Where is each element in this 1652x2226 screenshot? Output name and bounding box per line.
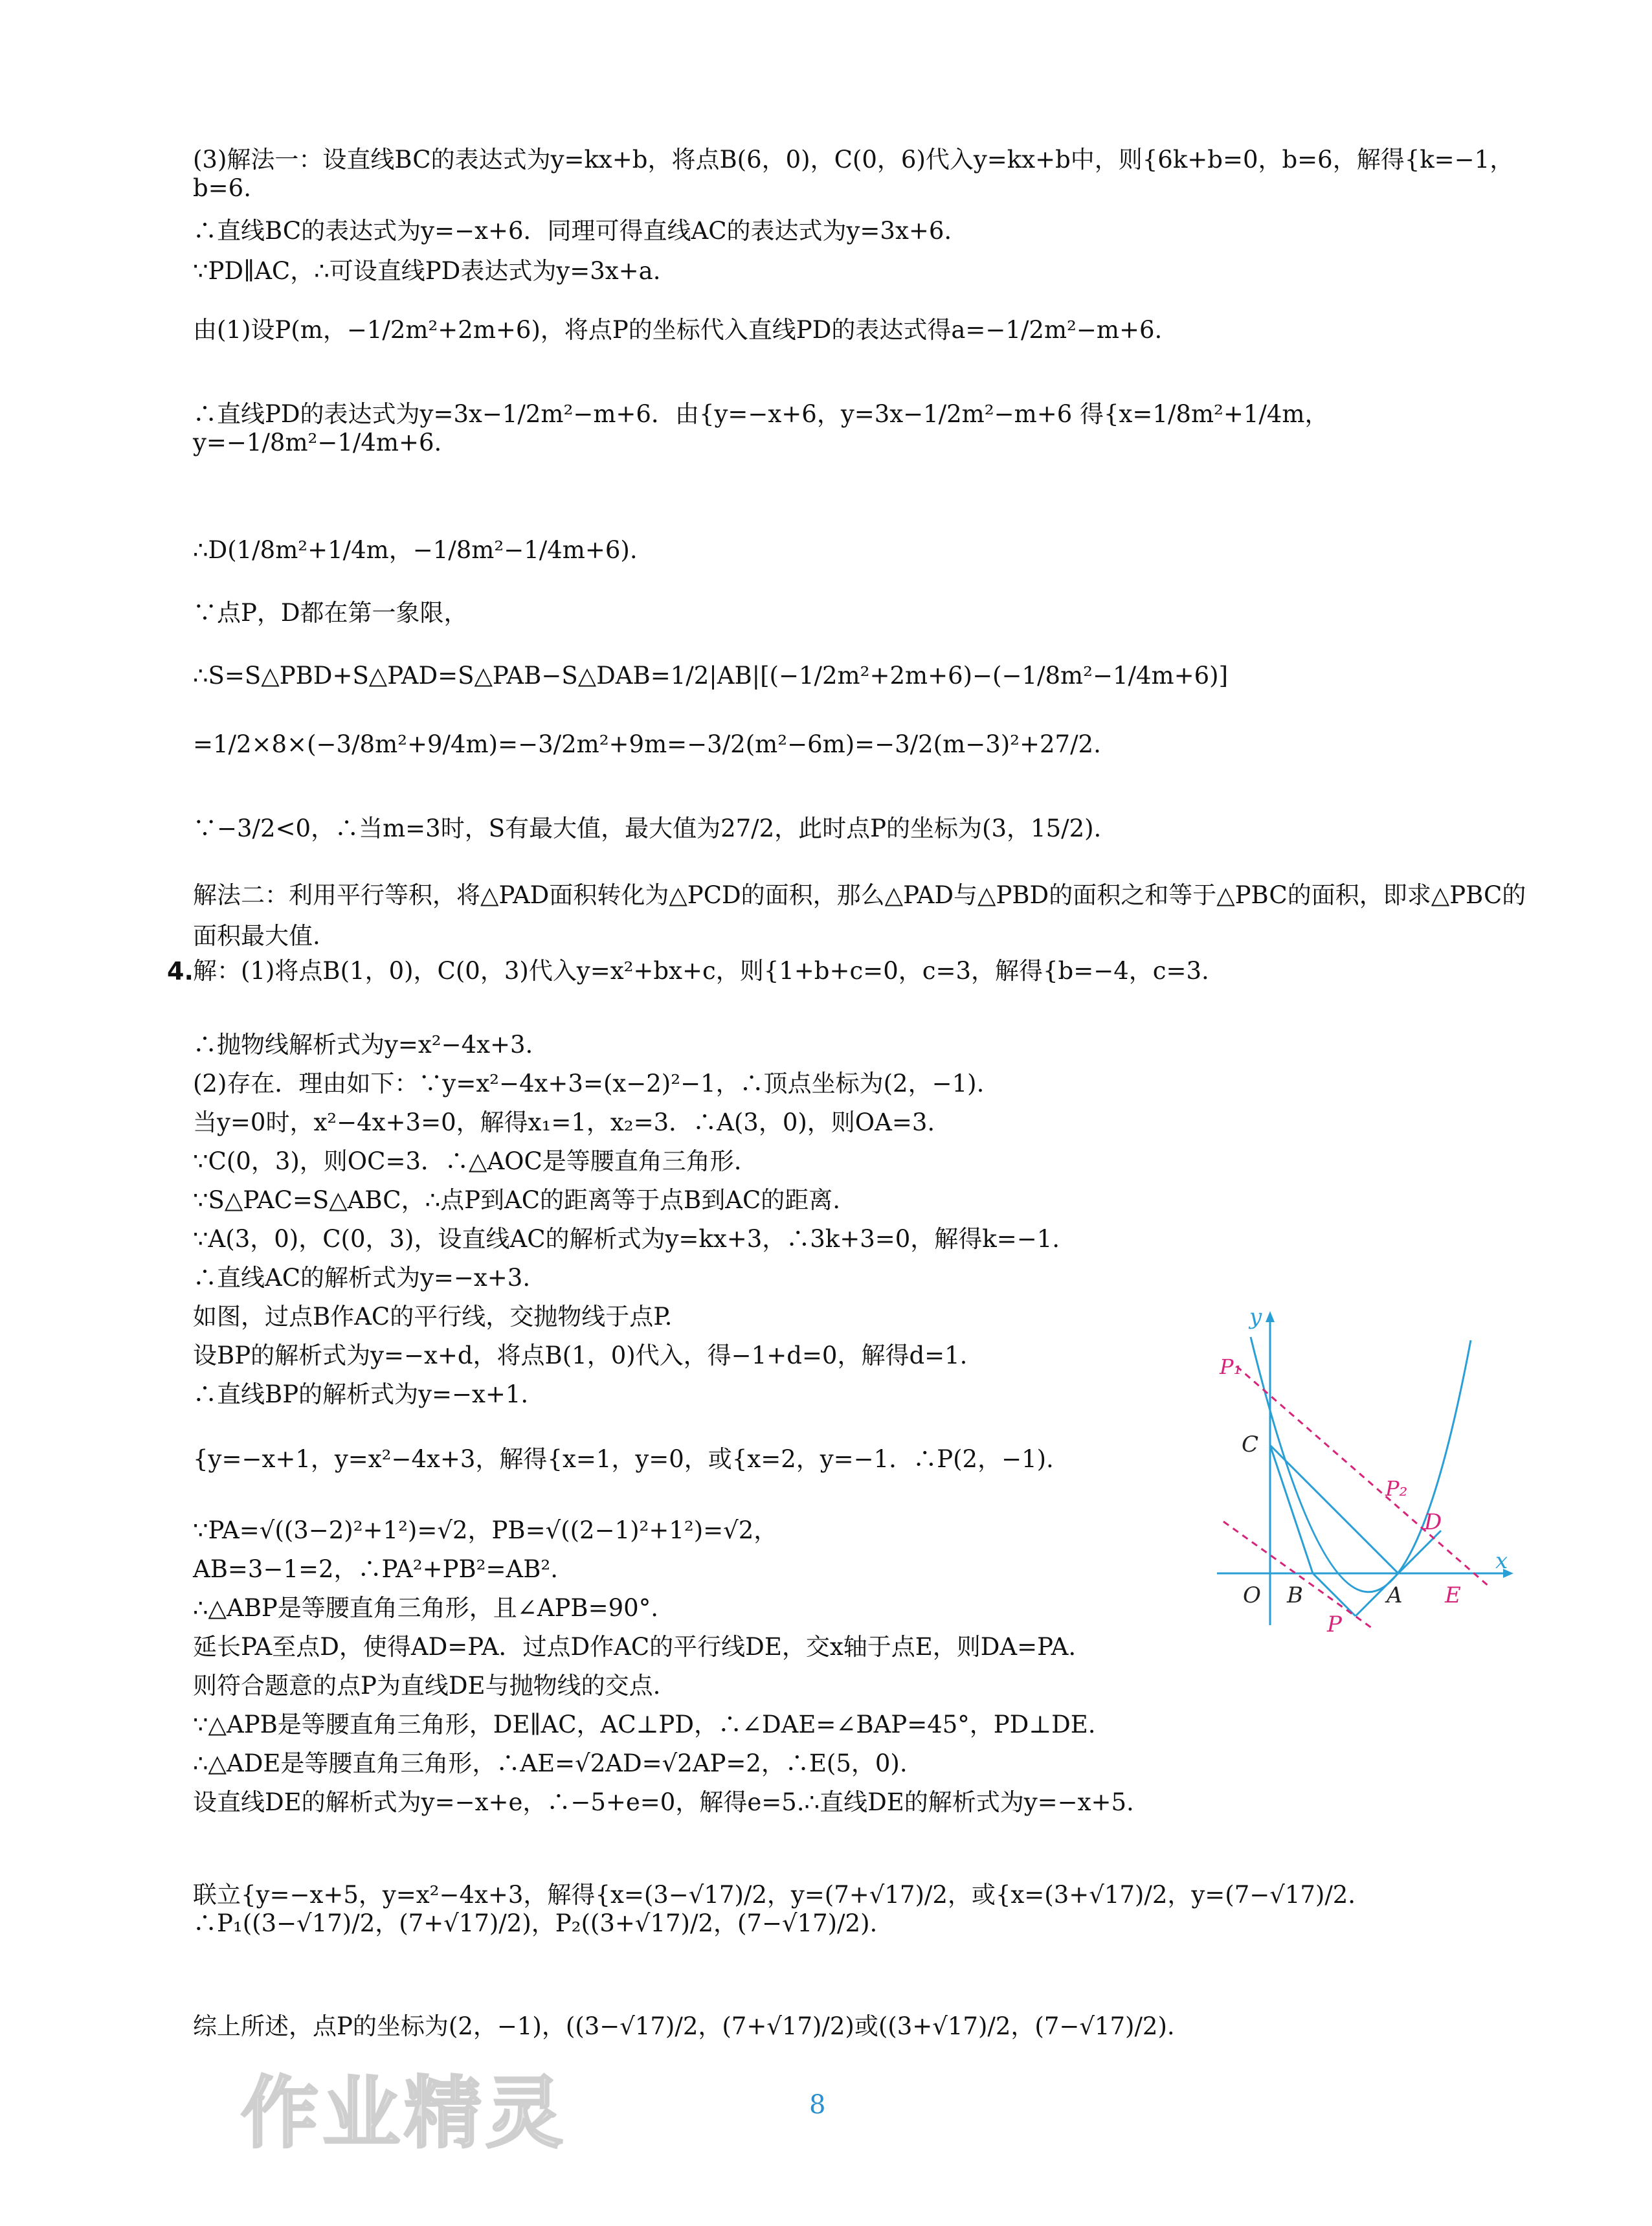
label-e: E [1445, 1582, 1461, 1608]
p3-line-4: 由(1)设P(m，−1/2m²+2m+6)，将点P的坐标代入直线PD的表达式得a=−1/2m²−m+6. [193, 316, 1163, 344]
label-c: C [1242, 1432, 1259, 1457]
q4-line-5: ∵C(0，3)，则OC=3．∴△AOC是等腰直角三角形. [193, 1147, 742, 1175]
dashed-bp-line [1223, 1522, 1372, 1628]
label-y: y [1249, 1304, 1262, 1330]
line-ac [1270, 1445, 1398, 1573]
parabola-curve [1251, 1337, 1471, 1592]
label-a: A [1387, 1582, 1403, 1608]
label-p1: P₁ [1220, 1355, 1242, 1379]
q4-line-20: 设直线DE的解析式为y=−x+e，∴−5+e=0，解得e=5.∴直线DE的解析式为y=−x+5. [193, 1788, 1134, 1816]
p3-line-10: ∵−3/2<0，∴当m=3时，S有最大值，最大值为27/2，此时点P的坐标为(3，15/2). [193, 815, 1102, 842]
q4-line-16: 延长PA至点D，使得AD=PA．过点D作AC的平行线DE，交x轴于点E，则DA=PA. [193, 1633, 1077, 1661]
q4-line-6: ∵S△PAC=S△ABC，∴点P到AC的距离等于点B到AC的距离. [193, 1186, 841, 1214]
q4-line-8: ∴直线AC的解析式为y=−x+3. [193, 1264, 531, 1292]
p3-line-8: ∴S=S△PBD+S△PAD=S△PAB−S△DAB=1/2|AB|[(−1/2m²+2m+6)−(−1/8m²−1/4m+6)] [193, 662, 1229, 690]
label-b: B [1287, 1582, 1303, 1608]
p3-line-11: 解法二：利用平行等积，将△PAD面积转化为△PCD的面积，那么△PAD与△PBD的面积之和等于△PBC的面积，即求△PBC的面积最大值. [193, 881, 1526, 950]
line-cb [1270, 1445, 1313, 1573]
question-number: 4. [167, 957, 194, 985]
q4-line-22: 综上所述，点P的坐标为(2，−1)，((3−√17)/2，(7+√17)/2)或((3+√17)/2，(7−√17)/2). [193, 2012, 1175, 2040]
q4-line-14: AB=3−1=2，∴PA²+PB²=AB². [193, 1555, 559, 1583]
label-d: D [1424, 1509, 1442, 1535]
watermark-logo: 作业精灵 [241, 2069, 567, 2159]
p3-line-3: ∵PD∥AC，∴可设直线PD表达式为y=3x+a. [193, 257, 661, 285]
q4-line-11: ∴直线BP的解析式为y=−x+1. [193, 1380, 529, 1408]
q4-line-3: (2)存在．理由如下：∵y=x²−4x+3=(x−2)²−1，∴顶点坐标为(2，−1). [193, 1070, 985, 1097]
label-p: P [1327, 1612, 1342, 1637]
q4-line-2: ∴抛物线解析式为y=x²−4x+3. [193, 1031, 533, 1059]
p3-line-1: (3)解法一：设直线BC的表达式为y=kx+b，将点B(6，0)，C(0，6)代入y=kx+b中，则{6k+b=0，b=6，解得{k=−1，b=6. [193, 146, 1514, 203]
label-o: O [1243, 1582, 1261, 1608]
q4-line-12: {y=−x+1，y=x²−4x+3，解得{x=1，y=0，或{x=2，y=−1．∴P(2，−1). [193, 1445, 1054, 1473]
p3-line-9: =1/2×8×(−3/8m²+9/4m)=−3/2m²+9m=−3/2(m²−6m)=−3/2(m−3)²+27/2. [193, 730, 1101, 758]
q4-line-13: ∵PA=√((3−2)²+1²)=√2，PB=√((2−1)²+1²)=√2， [193, 1516, 778, 1544]
y-axis-arrow [1266, 1311, 1275, 1322]
label-x: x [1495, 1548, 1508, 1574]
q4-line-4: 当y=0时，x²−4x+3=0，解得x₁=1，x₂=3．∴A(3，0)，则OA=3. [193, 1108, 935, 1136]
q4-line-10: 设BP的解析式为y=−x+d，将点B(1，0)代入，得−1+d=0，解得d=1. [193, 1342, 968, 1369]
q4-line-19: ∴△ADE是等腰直角三角形，∴AE=√2AD=√2AP=2，∴E(5，0). [193, 1749, 908, 1777]
q4-line-17: 则符合题意的点P为直线DE与抛物线的交点. [193, 1672, 661, 1700]
q4-line-9: 如图，过点B作AC的平行线，交抛物线于点P. [193, 1303, 673, 1331]
line-bp [1313, 1573, 1356, 1616]
p3-line-6: ∴D(1/8m²+1/4m，−1/8m²−1/4m+6). [193, 536, 638, 564]
q4-line-1: 解：(1)将点B(1，0)，C(0，3)代入y=x²+bx+c，则{1+b+c=0，c=3，解得{b=−4，c=3. [193, 957, 1209, 985]
p3-line-5: ∴直线PD的表达式为y=3x−1/2m²−m+6．由{y=−x+6，y=3x−1/2m²−m+6 得{x=1/8m²+1/4m，y=−1/8m²−1/4m+6. [193, 400, 1329, 457]
label-p2: P₂ [1385, 1476, 1408, 1501]
q4-line-21: 联立{y=−x+5，y=x²−4x+3，解得{x=(3−√17)/2，y=(7+√17)/2，或{x=(3+√17)/2，y=(7−√17)/2．∴P₁((3−√17)/2，(7+√17)/2)，P₂((3+√17)/2，(7−√17)/2). [193, 1881, 1372, 1938]
p3-line-2: ∴直线BC的表达式为y=−x+6．同理可得直线AC的表达式为y=3x+6. [193, 217, 952, 245]
parabola-figure [1211, 1301, 1521, 1638]
dashed-de-line [1236, 1366, 1489, 1586]
p3-line-7: ∵点P，D都在第一象限， [193, 599, 468, 627]
q4-line-15: ∴△ABP是等腰直角三角形，且∠APB=90°. [193, 1594, 658, 1622]
q4-line-7: ∵A(3，0)，C(0，3)，设直线AC的解析式为y=kx+3，∴3k+3=0，解得k=−1. [193, 1225, 1060, 1253]
q4-line-18: ∵△APB是等腰直角三角形，DE∥AC，AC⊥PD，∴∠DAE=∠BAP=45°，PD⊥DE. [193, 1711, 1096, 1738]
page-number: 8 [809, 2090, 826, 2120]
